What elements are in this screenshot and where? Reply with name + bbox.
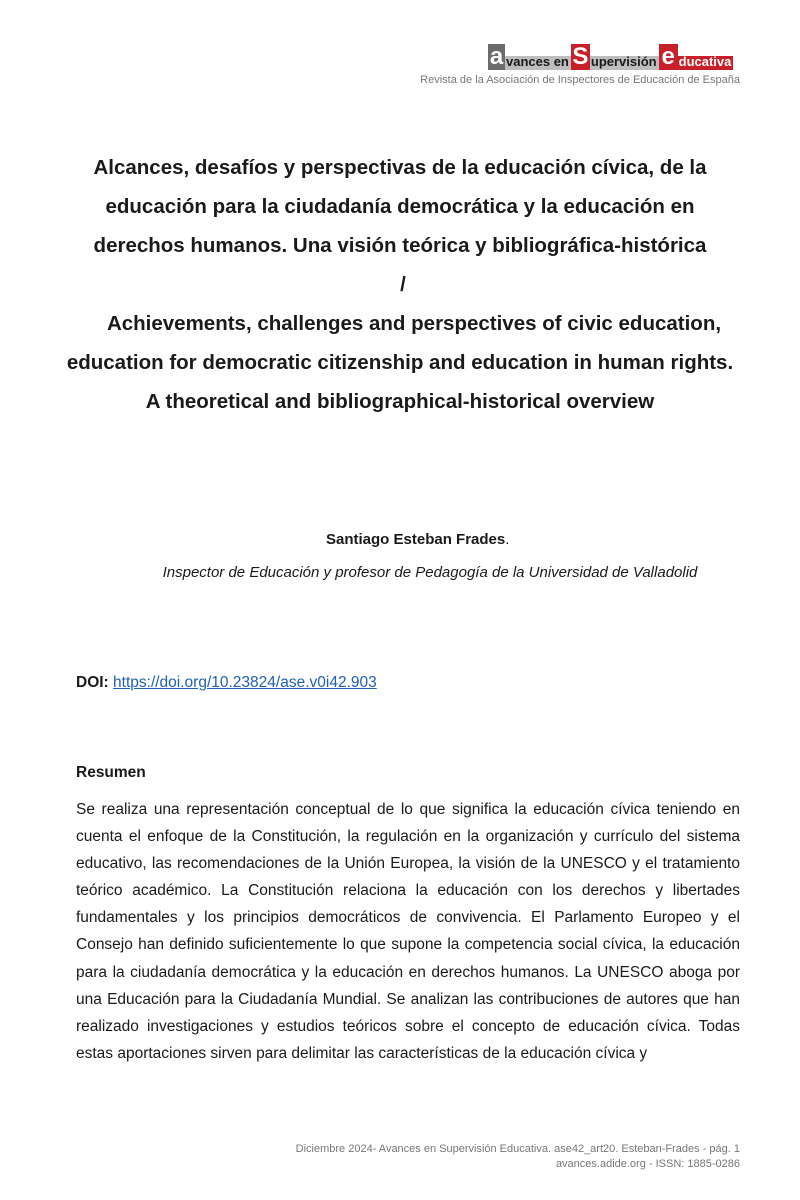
footer-issn: avances.adide.org - ISSN: 1885-0286 [555, 1158, 740, 1170]
logo-word-vances-en: vances en [506, 54, 569, 69]
title-separator: / [400, 273, 406, 296]
author-affiliation: Inspector de Educación y profesor de Pedagogía de la Universidad de Valladolid [162, 564, 698, 581]
doi-label: DOI: [76, 674, 109, 691]
logo-segment-educativa [659, 42, 734, 70]
title-spanish: Alcances, desafíos y perspectivas de la educación cívica, de la educación para la ciudadanía democrática y la educación en derechos humanos. Una visión teórica y bibliográfica-histórica [93, 156, 707, 257]
abstract-text: Se realiza una representación conceptual de lo que significa la educación cívica teniendo en cuenta el enfoque de la Constitución, la regulación en la organización y currículo del sistema educativo, las recomendaciones de la Unión Europea, la visión de la UNESCO y el tratamiento teórico académico. La Constitución relaciona la educación con los derechos y libertades fundamentales y los principios democráticos de convivencia. El Parlamento Europeo y el Consejo han definido suficientemente lo que supone la competencia social cívica, la educación para la ciudadanía democrática y la educación en derechos humanos. La UNESCO aboga por una Educación para la Ciudadanía Mundial. Se analizan las contribuciones de autores que han realizado investigaciones y estudios teóricos sobre el concepto de educación cívica. Todas estas aportaciones sirven para delimitar las características de la educación cívica y [76, 801, 740, 1062]
title-english: Achievements, challenges and perspectives of civic education, education for democratic citizenship and education in human rights. A theoretical and bibliographical-historical overview [66, 312, 734, 413]
abstract-heading: Resumen [76, 764, 146, 781]
journal-logo [488, 42, 733, 70]
doi-line [76, 674, 377, 692]
page-footer [296, 1142, 740, 1172]
logo-letter-s: S [572, 43, 589, 70]
logo-word-ducativa: ducativa [678, 54, 732, 69]
journal-subtitle: Revista de la Asociación de Inspectores de Educación de España [420, 74, 740, 86]
author-suffix: . [505, 531, 510, 548]
logo-segment-avances [488, 42, 571, 70]
footer-citation: Diciembre 2024- Avances en Supervisión Educativa. ase42_art20. Esteban-Frades - pág. 1 [295, 1143, 740, 1155]
author-name: Santiago Esteban Frades [326, 531, 506, 548]
title-english-block [60, 304, 740, 421]
logo-letter-a: a [489, 43, 504, 70]
doi-link[interactable]: https://doi.org/10.23824/ase.v0i42.903 [113, 674, 377, 691]
article-title [60, 148, 740, 421]
author-name-line [326, 531, 509, 548]
logo-letter-e: e [659, 44, 678, 70]
logo-segment-supervision [571, 42, 659, 70]
logo-word-upervision: upervisión [590, 54, 657, 69]
